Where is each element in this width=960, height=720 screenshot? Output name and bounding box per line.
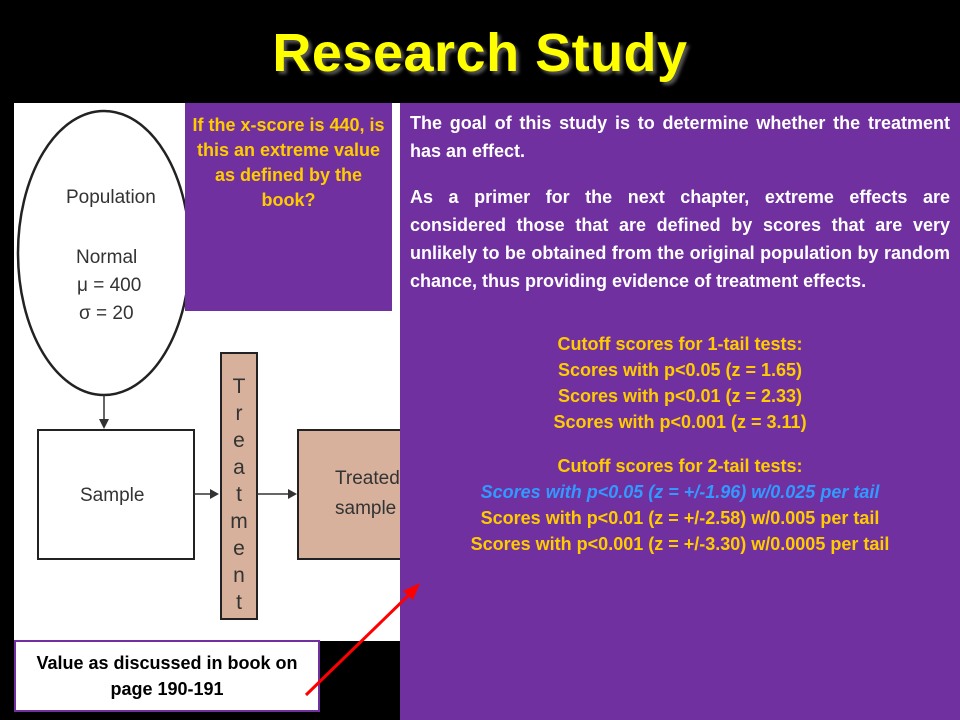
treatment-letter: T: [232, 375, 246, 398]
treatment-letter: e: [233, 537, 245, 560]
sigma-label: σ = 20: [79, 303, 134, 324]
value-note-box: Value as discussed in book on page 190-191: [14, 640, 320, 712]
arrow-head: [99, 419, 109, 429]
two-tail-highlighted-line: Scores with p<0.05 (z = +/-1.96) w/0.025 per tail: [480, 482, 880, 502]
treatment-letter: r: [235, 402, 243, 425]
arrow-head: [210, 489, 219, 499]
treatment-letter: n: [233, 564, 245, 587]
sample-label: Sample: [80, 485, 145, 506]
one-tail-heading: Cutoff scores for 1-tail tests:: [557, 334, 803, 354]
one-tail-cutoffs: [410, 331, 950, 435]
treatment-letter: e: [233, 429, 245, 452]
treatment-letter: m: [230, 510, 248, 533]
slide-title: Research Study: [272, 23, 688, 83]
two-tail-cutoffs: [410, 453, 950, 557]
treatment-letter: a: [233, 456, 245, 479]
population-label: Population: [66, 187, 156, 208]
study-description-panel: [400, 103, 960, 720]
mu-label: μ = 400: [77, 275, 142, 296]
one-tail-line: Scores with p<0.001 (z = 3.11): [553, 412, 807, 432]
one-tail-line: Scores with p<0.05 (z = 1.65): [557, 360, 803, 380]
arrow-head: [288, 489, 297, 499]
treated-label-line2: sample: [335, 498, 397, 519]
two-tail-heading: Cutoff scores for 2-tail tests:: [557, 456, 803, 476]
one-tail-line: Scores with p<0.01 (z = 2.33): [557, 386, 803, 406]
distribution-label: Normal: [76, 247, 138, 268]
treated-label-line1: Treated: [335, 468, 400, 489]
two-tail-line: Scores with p<0.01 (z = +/-2.58) w/0.005 per tail: [480, 508, 880, 528]
treated-sample-box: [298, 430, 400, 559]
goal-paragraph: The goal of this study is to determine whether the treatment has an effect.: [410, 113, 950, 161]
treatment-letter: t: [236, 591, 242, 614]
two-tail-line: Scores with p<0.001 (z = +/-3.30) w/0.0005 per tail: [470, 534, 890, 554]
question-box: If the x-score is 440, is this an extreme value as defined by the book?: [185, 103, 392, 311]
treatment-letter: t: [236, 483, 242, 506]
primer-paragraph: As a primer for the next chapter, extreme effects are considered those that are defined by scores that are very unlikely to be obtained from the original population by random chance, thus providing evidence of treatment effects.: [410, 187, 950, 291]
